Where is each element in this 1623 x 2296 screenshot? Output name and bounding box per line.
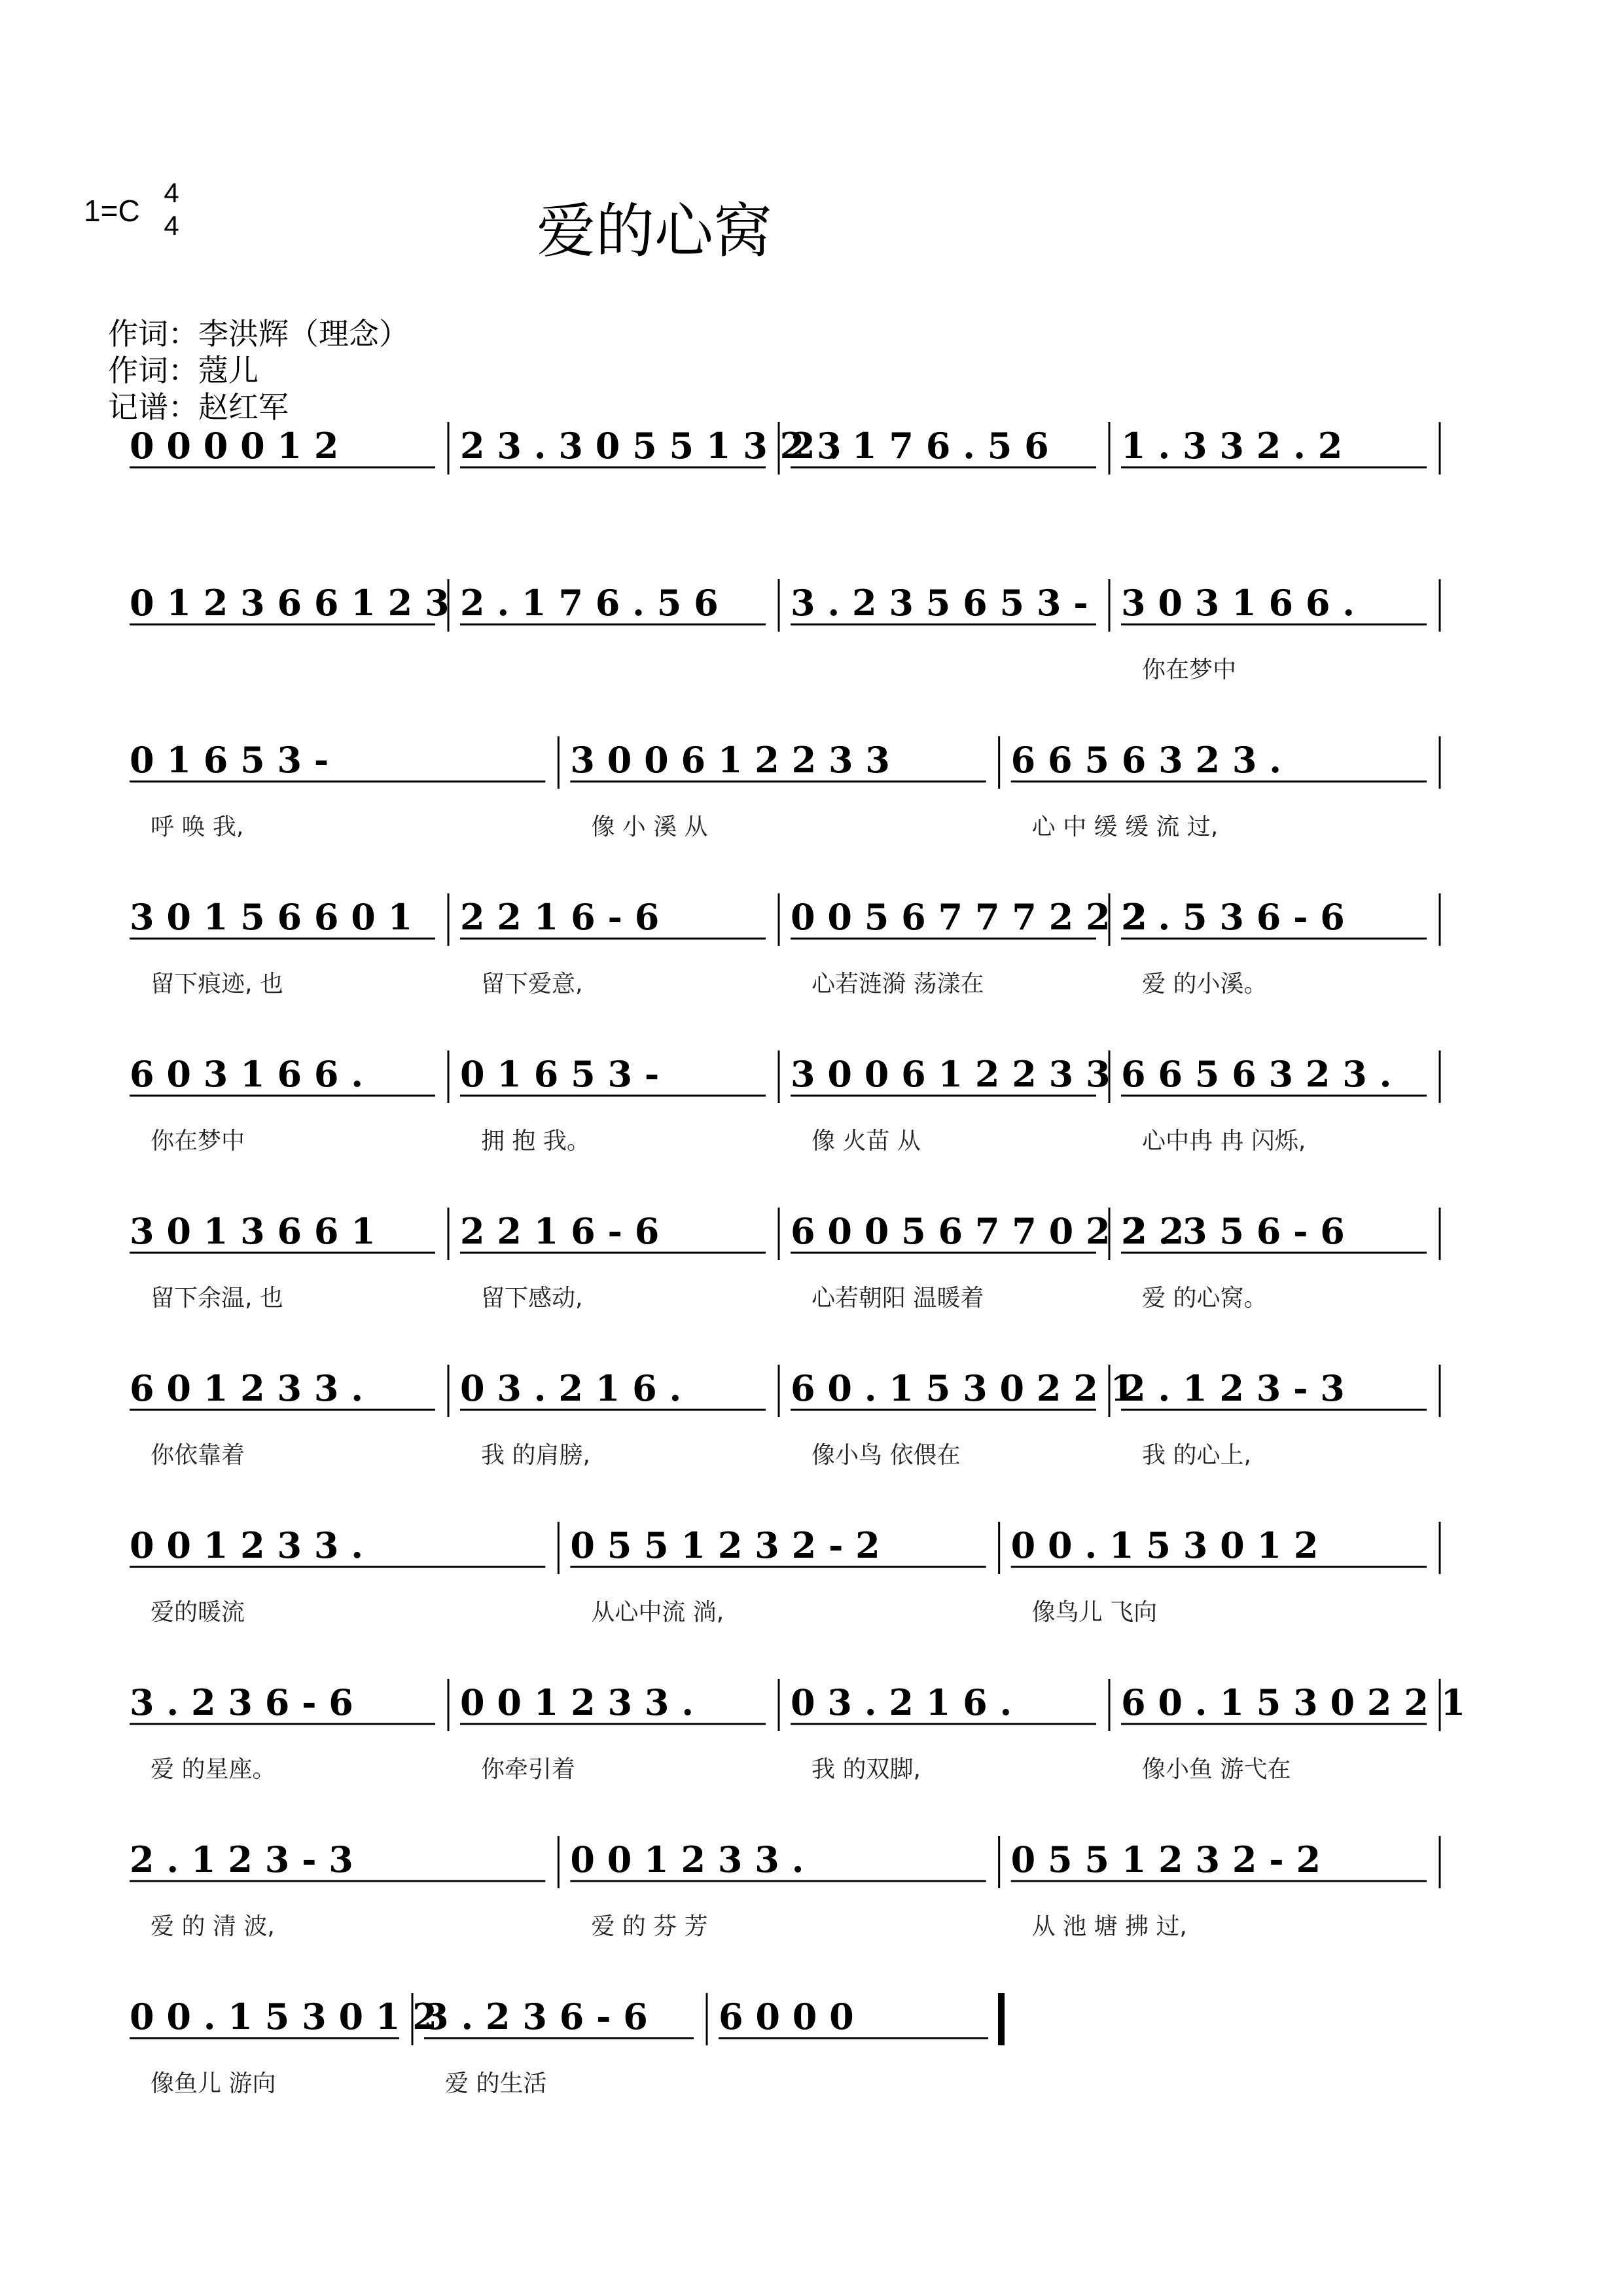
measure-notes: 3 0 0 6 1 2 2 3 3 (791, 1053, 1111, 1095)
system-10 (130, 1836, 1440, 1940)
lyric-line: 拥 抱 我。 (481, 1128, 590, 1155)
measure-notes: 0 3 . 2 1 6 . (460, 1367, 682, 1409)
measure-notes: 6 0 . 1 5 3 0 2 2 1 (1121, 1681, 1466, 1723)
lyric-line: 爱 的星座。 (151, 1756, 276, 1783)
measure-notes: 0 5 5 1 2 3 2 - 2 (570, 1524, 880, 1566)
measure-notes: 6 6 5 6 3 2 3 . (1010, 739, 1282, 781)
lyric-line: 爱的暖流 (151, 1599, 245, 1626)
lyric-line: 爱 的 清 波, (151, 1913, 275, 1940)
lyric-line: 心中冉 冉 闪烁, (1142, 1128, 1306, 1155)
lyric-line: 我 的双脚, (812, 1756, 921, 1783)
lyric-line: 爱 的小溪。 (1142, 971, 1268, 997)
measure-notes: 2 . 3 5 6 - 6 (1121, 1210, 1345, 1252)
measure-notes: 6 0 . 1 5 3 0 2 2 1 (791, 1367, 1135, 1409)
system-4 (130, 893, 1440, 997)
measure-notes: 0 3 . 2 1 6 . (791, 1681, 1012, 1723)
system-2 (130, 579, 1440, 683)
measure-notes: 0 1 6 5 3 - (460, 1053, 660, 1095)
lyric-line: 像鸟儿 飞向 (1031, 1599, 1158, 1626)
system-1 (130, 422, 1440, 475)
credit-transcriber: 记谱：赵红军 (108, 389, 289, 425)
measure-notes: 0 0 1 2 3 3 . (130, 1524, 364, 1566)
system-8 (130, 1522, 1440, 1626)
system-5 (130, 1050, 1440, 1155)
measure-notes: 2 2 1 6 - 6 (460, 1210, 660, 1252)
measure-notes: 6 0 1 2 3 3 . (130, 1367, 364, 1409)
measure-notes: 3 . 2 3 5 6 5 3 - (791, 582, 1088, 624)
measure-notes: 2 . 1 2 3 - 3 (130, 1839, 353, 1880)
measure-notes: 0 1 6 5 3 - (130, 739, 329, 781)
lyric-line: 从 池 塘 拂 过, (1031, 1913, 1187, 1940)
measure-notes: 3 0 0 6 1 2 2 3 3 (570, 739, 890, 781)
system-6 (130, 1208, 1440, 1312)
measure-notes: 0 0 1 2 3 3 . (570, 1839, 804, 1880)
system-7 (130, 1365, 1440, 1469)
lyric-line: 爱 的生活 (445, 2070, 547, 2097)
lyric-line: 呼 唤 我, (151, 814, 244, 840)
measure-notes: 2 2 1 6 - 6 (460, 896, 660, 938)
lyric-line: 像 火苗 从 (812, 1128, 921, 1155)
measure-notes: 0 0 0 0 1 2 (130, 425, 339, 467)
lyric-line: 爱 的 芬 芳 (591, 1913, 708, 1940)
measure-notes: 3 0 1 3 6 6 1 (130, 1210, 376, 1252)
measure-notes: 0 0 . 1 5 3 0 1 2 (1010, 1524, 1319, 1566)
measure-notes: 2 . 1 7 6 . 5 6 (460, 582, 719, 624)
measure-notes: 2 . 5 3 6 - 6 (1121, 896, 1345, 938)
lyric-line: 你牵引着 (481, 1756, 576, 1783)
credit-lyricist-2: 作词：蔻儿 (108, 353, 259, 388)
lyric-line: 留下余温, 也 (151, 1285, 283, 1312)
lyric-line: 从心中流 淌, (591, 1599, 724, 1626)
lyric-line: 你在梦中 (1142, 656, 1237, 683)
lyric-line: 留下痕迹, 也 (151, 971, 283, 997)
measure-notes: 0 0 5 6 7 7 7 2 2 2 (791, 896, 1147, 938)
lyric-line: 心 中 缓 缓 流 过, (1031, 814, 1219, 840)
measure-notes: 2 . 1 2 3 - 3 (1121, 1367, 1345, 1409)
lyric-line: 留下爱意, (481, 971, 583, 997)
measure-notes: 0 0 . 1 5 3 0 1 2 (130, 1996, 437, 2037)
measure-notes: 0 5 5 1 2 3 2 - 2 (1010, 1839, 1321, 1880)
measure-notes: 6 0 0 5 6 7 7 0 2 2 2 (791, 1210, 1185, 1252)
meter-bottom: 4 (164, 210, 179, 241)
measure-notes: 3 0 3 1 6 6 . (1121, 582, 1355, 624)
measure-notes: 0 1 2 3 6 6 1 2 3 (130, 582, 450, 624)
system-9 (130, 1679, 1465, 1783)
measure-notes: 6 0 0 0 (719, 1996, 854, 2037)
measure-notes: 1 . 3 3 2 . 2 (1121, 425, 1343, 467)
measure-notes: 6 0 3 1 6 6 . (130, 1053, 364, 1095)
lyric-line: 你在梦中 (151, 1128, 245, 1155)
lyric-line: 心若涟漪 荡漾在 (812, 971, 984, 997)
measure-notes: 2 . 1 7 6 . 5 6 (791, 425, 1049, 467)
measure-notes: 2 3 . 3 0 5 5 1 3 2 3 (460, 425, 842, 467)
measure-notes: 3 . 2 3 6 - 6 (424, 1996, 648, 2037)
song-title: 爱的心窝 (537, 197, 772, 266)
measure-notes: 3 0 1 5 6 6 0 1 (130, 896, 413, 938)
lyric-line: 像小鸟 依偎在 (812, 1442, 961, 1469)
lyric-line: 像小鱼 游弋在 (1142, 1756, 1291, 1783)
measure-notes: 6 6 5 6 3 2 3 . (1121, 1053, 1392, 1095)
key-signature: 1=C (84, 194, 140, 228)
credit-lyricist-1: 作词：李洪辉（理念） (108, 316, 409, 351)
lyric-line: 我 的肩膀, (481, 1442, 590, 1469)
lyric-line: 像 小 溪 从 (591, 814, 708, 840)
measure-notes: 0 0 1 2 3 3 . (460, 1681, 694, 1723)
meter-top: 4 (164, 177, 179, 208)
system-11 (130, 1993, 1001, 2097)
lyric-line: 你依靠着 (151, 1442, 245, 1469)
system-3 (130, 736, 1440, 840)
lyric-line: 心若朝阳 温暖着 (812, 1285, 984, 1312)
lyric-line: 像鱼儿 游向 (151, 2070, 276, 2097)
lyric-line: 留下感动, (481, 1285, 583, 1312)
lyric-line: 我 的心上, (1142, 1442, 1251, 1469)
measure-notes: 3 . 2 3 6 - 6 (130, 1681, 353, 1723)
lyric-line: 爱 的心窝。 (1142, 1285, 1268, 1312)
